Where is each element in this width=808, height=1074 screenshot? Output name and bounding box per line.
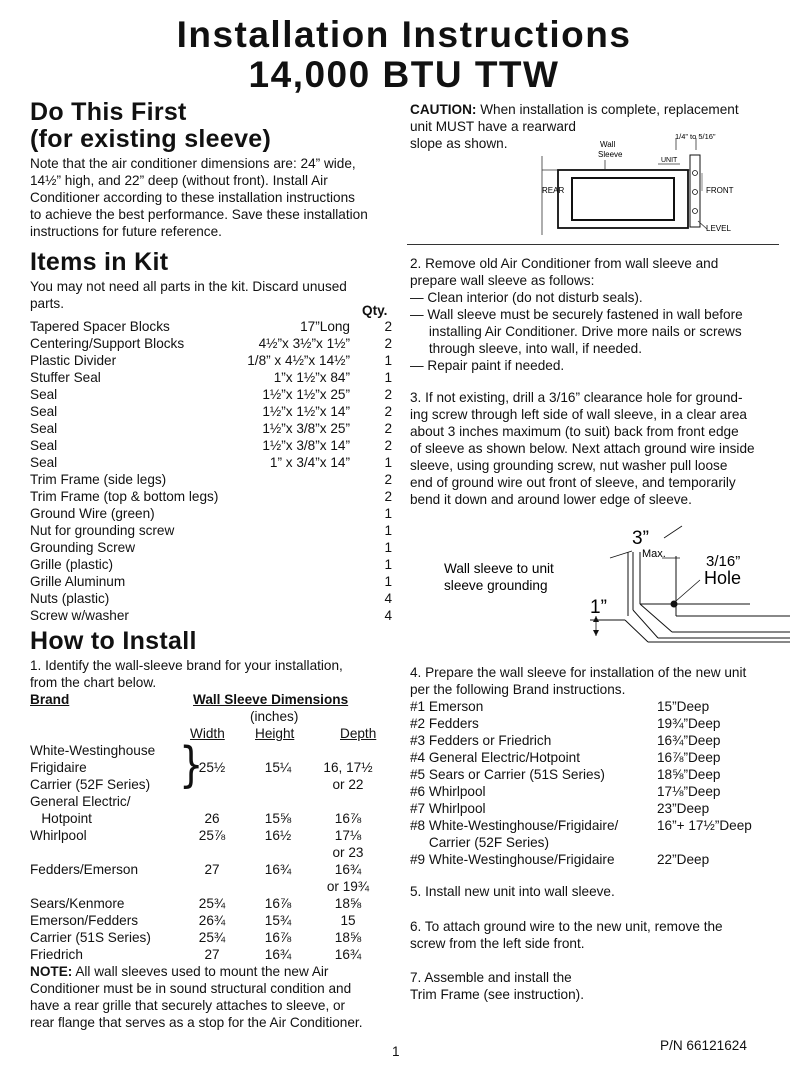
step-7-text: 7. Assemble and install the Trim Frame (see instruction). — [410, 970, 584, 1002]
list-item: #9 White-Westinghouse/Frigidaire 22”Deep — [410, 852, 710, 867]
grounding-diagram — [410, 520, 790, 655]
brand-name: Carrier (52F Series) — [30, 777, 151, 792]
table-row: General Electric/ — [30, 794, 131, 809]
document-title-line1: Installation Instructions — [176, 14, 632, 55]
level-label: LEVEL — [706, 224, 731, 233]
kit-item: Tapered Spacer Blocks 17”Long 2 — [30, 319, 392, 334]
step-6-text: 6. To attach ground wire to the new unit, remove the screw from the left side front. — [410, 919, 723, 951]
kit-item: Grille Aluminum 1 — [30, 574, 392, 589]
step-5-text: 5. Install new unit into wall sleeve. — [410, 884, 615, 899]
table-row: Emerson/Fedders 26¾ 15¾ 15 — [30, 913, 356, 928]
one-inch-label: 1” — [590, 597, 607, 618]
front-plate — [690, 155, 700, 227]
width-column-label: Width — [190, 726, 225, 741]
kit-item: Seal 1½”x 1½”x 25” 2 — [30, 387, 392, 402]
do-this-first-heading: Do This First — [30, 98, 187, 126]
install-note: NOTE: All wall sleeves used to mount the new Air Conditioner must be in sound structural condition and have a rear grille that securely attaches to sleeve, or rear flange that serves as a stop for the Air Conditioner. — [30, 964, 363, 1030]
hole-marker — [671, 601, 678, 608]
list-item: #1 Emerson 15”Deep — [410, 699, 710, 714]
table-row: Friedrich 27 16¾ 16¾ — [30, 947, 362, 962]
kit-item: Seal 1½”x 1½”x 14” 2 — [30, 404, 392, 419]
group-depth: 16, 17½ — [323, 760, 373, 775]
gap-label: 1/4” to 5/16” — [675, 132, 716, 141]
table-row: Hotpoint 26 15⅝ 16⅞ — [30, 811, 362, 826]
kit-intro: You may not need all parts in the kit. Discard unused parts. — [30, 279, 347, 311]
wall-label: Wall — [600, 140, 616, 149]
kit-item: Trim Frame (top & bottom legs) 2 — [30, 489, 392, 504]
front-label: FRONT — [706, 186, 734, 195]
step-3-text: 3. If not existing, drill a 3/16” clearance hole for ground- ing screw through left side of wall sleeve, in a clear area about 3 inches maximum (to suit) back from front edge of sleeve as shown below. Next attach ground wire inside sleeve, using grounding screw, nut washer pull loose end of ground wire out front of sleeve, and temporarily bend it down and around lower edge of sleeve. — [410, 390, 755, 507]
rear-label: REAR — [542, 186, 565, 195]
list-item: #4 General Electric/Hotpoint 16⅞”Deep — [410, 750, 721, 765]
kit-item: Seal 1½”x 3/8”x 14” 2 — [30, 438, 392, 453]
kit-item: Trim Frame (side legs) 2 — [30, 472, 392, 487]
table-row: Carrier (51S Series) 25¾ 16⅞ 18⅝ — [30, 930, 362, 945]
grounding-caption-2: sleeve grounding — [444, 578, 548, 593]
how-to-install-heading: How to Install — [30, 627, 197, 655]
group-height: 15¼ — [264, 760, 292, 775]
slope-diagram — [530, 125, 800, 237]
qty-label: Qty. — [362, 303, 388, 318]
brand-name: White-Westinghouse — [30, 743, 156, 758]
part-number: P/N 66121624 — [660, 1038, 747, 1053]
table-row: Whirlpool 25⅞ 16½ 17⅛ — [30, 828, 362, 843]
kit-item: Centering/Support Blocks 4½”x 3½”x 1½” 2 — [30, 336, 392, 351]
install-intro: 1. Identify the wall-sleeve brand for your installation, from the chart below. — [30, 658, 343, 690]
kit-item: Grille (plastic) 1 — [30, 557, 392, 572]
list-item: Carrier (52F Series) — [410, 835, 549, 850]
hole-label: Hole — [704, 568, 742, 588]
list-item: #5 Sears or Carrier (51S Series) 18⅝”Deep — [410, 767, 721, 782]
list-item: #3 Fedders or Friedrich 16¾”Deep — [410, 733, 721, 748]
kit-item: Nuts (plastic) 4 — [30, 591, 392, 606]
list-item: #6 Whirlpool 17⅛”Deep — [410, 784, 721, 799]
brand-name: Frigidaire — [30, 760, 87, 775]
table-row: or 19¾ — [326, 879, 370, 894]
table-row: Sears/Kenmore 25¾ 16⅞ 18⅝ — [30, 896, 362, 911]
unit-rect — [572, 178, 674, 220]
unit-label: UNIT — [661, 157, 678, 164]
kit-item: Seal 1” x 3/4”x 14” 1 — [30, 455, 392, 470]
kit-item: Grounding Screw 1 — [30, 540, 392, 555]
group-depth-alt: or 22 — [332, 777, 364, 792]
height-column-label: Height — [255, 726, 295, 741]
three-inch-label: 3” — [632, 528, 649, 549]
step-2-text: 2. Remove old Air Conditioner from wall sleeve and prepare wall sleeve as follows: — Clean interior (do not disturb seals). — Wall sleeve must be securely fastened in wall before installing Air Conditioner. Drive more nails or screws through sleeve, into wall, if needed. — Repair paint if needed. — [410, 256, 743, 373]
caution-text: CAUTION: When installation is complete, replacement unit MUST have a rearward slope as shown. — [410, 102, 739, 151]
do-this-first-text: Note that the air conditioner dimensions are: 24” wide, 14½” high, and 22” deep (without front). Install Air Conditioner according to these installation instructions to achieve the best performance. Save these installation instructions for future reference. — [30, 156, 368, 239]
do-this-first-subheading: (for existing sleeve) — [30, 125, 272, 153]
depth-column-label: Depth — [340, 726, 377, 741]
inches-label: (inches) — [250, 709, 299, 724]
table-row: Fedders/Emerson 27 16¾ 16¾ — [30, 862, 362, 877]
group-width: 25½ — [198, 760, 226, 775]
list-item: #2 Fedders 19¾”Deep — [410, 716, 721, 731]
list-item: #8 White-Westinghouse/Frigidaire/ 16”+ 17½”Deep — [410, 818, 752, 833]
kit-item: Plastic Divider 1/8” x 4½”x 14½” 1 — [30, 353, 392, 368]
kit-item: Nut for grounding screw 1 — [30, 523, 392, 538]
step-4-intro: 4. Prepare the wall sleeve for installation of the new unit per the following Brand instructions. — [410, 665, 747, 697]
grounding-caption-1: Wall sleeve to unit — [444, 561, 554, 576]
max-label: Max. — [642, 548, 666, 560]
kit-item: Ground Wire (green) 1 — [30, 506, 392, 521]
document-title-line2: 14,000 BTU TTW — [248, 54, 560, 95]
list-item: #7 Whirlpool 23”Deep — [410, 801, 710, 816]
items-in-kit-heading: Items in Kit — [30, 248, 169, 276]
kit-item: Stuffer Seal 1”x 1½”x 84” 1 — [30, 370, 392, 385]
brace-icon: } — [179, 737, 204, 793]
dimensions-label: Wall Sleeve Dimensions — [193, 692, 349, 707]
kit-item: Screw w/washer 4 — [30, 608, 392, 623]
brand-column-label: Brand — [30, 692, 70, 707]
page-number: 1 — [392, 1044, 400, 1059]
section-divider — [407, 244, 779, 245]
table-row: or 23 — [332, 845, 364, 860]
hole-size-label: 3/16” — [706, 553, 741, 570]
kit-item: Seal 1½”x 3/8”x 25” 2 — [30, 421, 392, 436]
brand-depth-list — [410, 698, 782, 868]
sleeve-label: Sleeve — [598, 150, 623, 159]
